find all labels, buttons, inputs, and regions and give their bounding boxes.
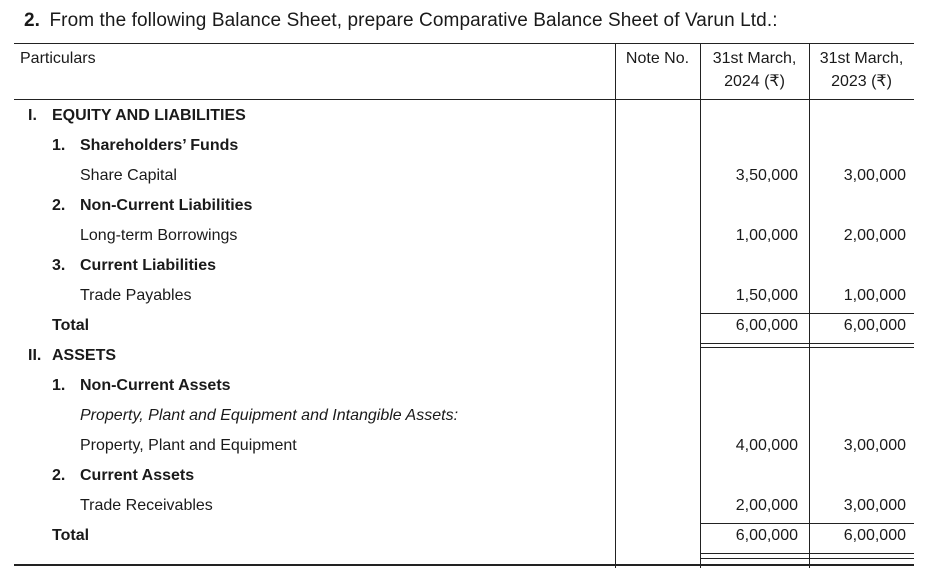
row-marker: I. (28, 107, 37, 124)
row-label-text: Trade Payables (80, 287, 192, 304)
row-label (80, 161, 177, 191)
header-note-no: Note No. (625, 50, 690, 67)
row-label-text: Trade Receivables (80, 497, 213, 514)
value-2023: 6,00,000 (843, 317, 906, 334)
row-label-text: Share Capital (80, 167, 177, 184)
row-label-text: ASSETS (52, 347, 117, 364)
row-label (80, 431, 297, 461)
value-2023: 3,00,000 (843, 167, 906, 184)
table-bottom-rule (14, 564, 914, 566)
row-marker: 1. (52, 377, 66, 394)
row-label (52, 131, 238, 161)
value-2024: 1,00,000 (735, 227, 798, 244)
table-row (14, 371, 914, 401)
header-2024-line2: 2024 (₹) (724, 73, 785, 90)
row-label (80, 401, 458, 431)
value-2023: 1,00,000 (843, 287, 906, 304)
question-text: From the following Balance Sheet, prepare Comparative Balance Sheet of Varun Ltd.: (49, 10, 778, 31)
row-label (52, 311, 89, 341)
table-top-rule (14, 43, 914, 44)
table-row (14, 161, 914, 191)
table-row (14, 521, 914, 551)
value-2024: 6,00,000 (735, 527, 798, 544)
row-label-text: Non-Current Liabilities (80, 197, 253, 214)
value-2024: 2,00,000 (735, 497, 798, 514)
row-label-text: Property, Plant and Equipment (80, 437, 297, 454)
row-label-text: Property, Plant and Equipment and Intangible Assets: (80, 407, 459, 424)
table-row (14, 491, 914, 521)
row-label-text: Long-term Borrowings (80, 227, 238, 244)
value-2024: 6,00,000 (735, 317, 798, 334)
balance-sheet-table (14, 43, 914, 568)
header-2023 (809, 47, 914, 93)
value-2023: 6,00,000 (843, 527, 906, 544)
row-label-text: Total (52, 317, 90, 334)
header-particulars: Particulars (20, 50, 96, 67)
row-label-text: Total (52, 527, 90, 544)
table-row (14, 431, 914, 461)
question-title (24, 10, 778, 32)
row-label (52, 191, 252, 221)
header-2023-line2: 2023 (₹) (831, 73, 892, 90)
row-label (52, 521, 89, 551)
row-label (52, 251, 216, 281)
row-label (28, 101, 246, 131)
table-row (14, 311, 914, 341)
row-marker: 3. (52, 257, 66, 274)
row-label-text: Current Assets (80, 467, 195, 484)
table-row (14, 341, 914, 371)
header-2024-line1: 31st March, (712, 50, 797, 67)
header-2024 (700, 47, 809, 93)
value-2023: 3,00,000 (843, 437, 906, 454)
value-2024: 3,50,000 (735, 167, 798, 184)
row-label-text: Shareholders’ Funds (80, 137, 239, 154)
total-assets-bottom-rule-1 (700, 553, 914, 554)
row-label (80, 281, 191, 311)
row-label (80, 491, 213, 521)
value-2023: 3,00,000 (843, 497, 906, 514)
table-row (14, 221, 914, 251)
table-row (14, 401, 914, 431)
table-row (14, 191, 914, 221)
row-label-text: Non-Current Assets (80, 377, 231, 394)
row-label-text: EQUITY AND LIABILITIES (52, 107, 246, 124)
question-number: 2. (24, 10, 41, 31)
header-bottom-rule (14, 99, 914, 100)
table-row (14, 281, 914, 311)
table-row (14, 461, 914, 491)
row-label (52, 371, 231, 401)
row-marker: 1. (52, 137, 66, 154)
total-assets-bottom-rule-2 (700, 558, 914, 559)
row-label (52, 461, 194, 491)
table-row (14, 251, 914, 281)
row-marker: 2. (52, 467, 66, 484)
header-2023-line1: 31st March, (819, 50, 904, 67)
value-2024: 4,00,000 (735, 437, 798, 454)
table-row (14, 101, 914, 131)
row-marker: II. (28, 347, 42, 364)
row-marker: 2. (52, 197, 66, 214)
row-label (28, 341, 116, 371)
value-2024: 1,50,000 (735, 287, 798, 304)
value-2023: 2,00,000 (843, 227, 906, 244)
row-label (80, 221, 237, 251)
table-row (14, 131, 914, 161)
row-label-text: Current Liabilities (80, 257, 217, 274)
